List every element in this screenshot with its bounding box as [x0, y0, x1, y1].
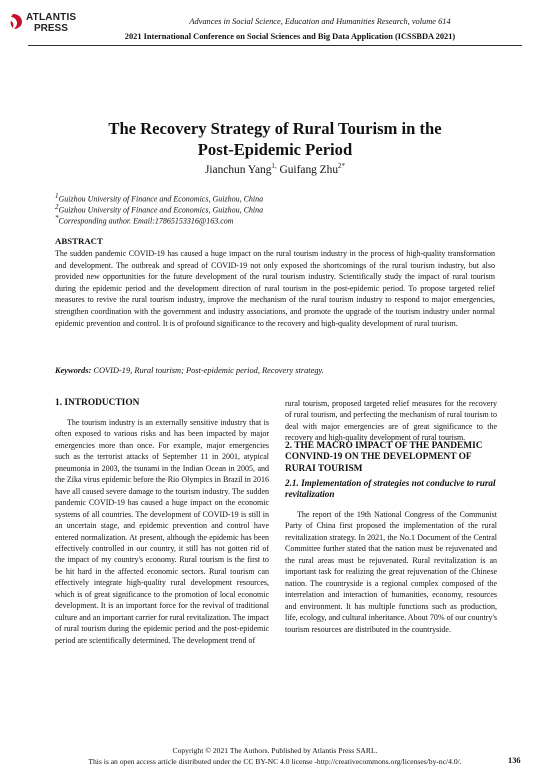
left-column — [55, 417, 269, 646]
conference-line: 2021 International Conference on Social Sciences and Big Data Application (ICSSBDA 2021) — [124, 32, 456, 41]
subsection-2-1-paragraph: The report of the 19th National Congress of the Communist Party of China first proposed the implementation of the rural revitalization strategy. In 2021, the No.1 Document of the Central Committee further stated that the nation must be rejuvenated and the rural areas must be rejuvenated. Rural revitalization is an important task for realizing the great rejuvenation of the Chinese nation. The countryside is a regional complex composed of the interrelation and interaction of humanities, economy, resources and environment. It has multiple functions such as production, life, ecology, and cultural inheritance. About 70% of our country's tourism resources are distributed in the countryside. — [285, 510, 497, 634]
atlantis-logo-icon — [10, 12, 24, 30]
corresponding-author — [55, 213, 234, 227]
abstract-heading: ABSTRACT — [55, 236, 103, 246]
section-1-paragraph: The tourism industry is an externally sensitive industry that is often exposed to various risks and has been impacted by major emergencies more than once. For example, major emergencies such as the terrorist attacks of September 11 in 2001, atypical pneumonia in 2003, the tsunami in the Indian Ocean in 2005, and the Zika virus epidemic before the Rio Olympics in Brazil in 2016 have all caused severe damage to the tourism industry. The sudden pandemic COVID-19 has caused a huge impact on the economic systems of all countries. The development of COVID-19 is still in an uncertain stage, and epidemic prevention and control have entered normalization. At present, although the epidemic has been effectively controlled in our country, it still has not gotten rid of the impact of my country's economy. Rural tourism is the first to be hit hard in the affected economic sectors. Rural tourism can effectively integrate high-quality rural development resources, which is of great significance to the promotion of local economic development. It is an important force for the revival of traditional culture and an important carrier for rural revitalization. The impact of rural tourism during the epidemic period and the post-epidemic period are scientifically determined. The development trend of — [55, 418, 269, 645]
page-number: 136 — [508, 756, 521, 765]
header-divider — [28, 45, 522, 46]
logo-wordmark-line2: PRESS — [34, 23, 68, 34]
title-line-1: The Recovery Strategy of Rural Tourism in the — [108, 119, 442, 138]
copyright-line: Copyright © 2021 The Authors. Published by Atlantis Press SARL. — [172, 746, 378, 755]
author-2: Guifang Zhu — [276, 163, 339, 176]
paper-title — [40, 118, 510, 160]
abstract-text: The sudden pandemic COVID-19 has caused a huge impact on the rural tourism industry in the process of high-quality transformation and development. The outbreak and spread of COVID-19 not only exposed the shortcomings of the rural tourism industry, but also provided new opportunities for the future development of the rural tourism industry. Scientifically study the impact of rural tourism during the epidemic period and the development direction of rural tourism in the post-epidemic period. To propose targeted relief measures to revive the rural tourism industry, improve the mechanism of the rural tourism industry to respond to major emergencies, strengthen coordination with the government and industry associations, and promote the upgrade of the tourism industry under normal epidemic prevention and control. It is of profound significance to the recovery and high-quality development of rural tourism. — [55, 249, 495, 328]
journal-line: Advances in Social Science, Education and Humanities Research, volume 614 — [189, 17, 451, 26]
subsection-2-1-heading: 2.1. Implementation of strategies not conducive to rural revitalization — [285, 478, 496, 500]
corresponding-mark: * — [55, 214, 59, 222]
section-1-continuation: rural tourism, proposed targeted relief measures for the recovery of rural tourism, and perfecting the mechanism of rural tourism to deal with major emergencies are of great significance to the recovery and high-quality development of rural tourism. — [285, 399, 497, 443]
author-1: Jianchun Yang — [204, 163, 272, 176]
publisher-logo — [10, 10, 77, 38]
affiliation-2-mark: 2 — [55, 203, 59, 211]
keywords-label: Keywords: — [55, 366, 92, 375]
affiliation-1-mark: 1 — [55, 192, 59, 200]
corresponding-text: Corresponding author. Email:17865153316@163.com — [58, 216, 234, 226]
keywords — [55, 366, 495, 375]
license-line: This is an open access article distributed under the CC BY-NC 4.0 license -http://creativecommons.org/licenses/by-nc/4.0/. — [88, 757, 462, 766]
logo-wordmark-line1: ATLANTIS — [26, 12, 77, 23]
section-1-heading: 1. INTRODUCTION — [55, 398, 140, 408]
section-2-heading: 2. THE MACRO IMPACT OF THE PANDEMIC CONVIND-19 ON THE DEVELOPMENT OF RURAI TOURISM — [285, 441, 483, 474]
affiliation-2-text: Guizhou University of Finance and Economics, Guizhou, China — [58, 205, 264, 215]
title-line-2: Post-Epidemic Period — [197, 140, 353, 159]
right-column — [285, 509, 497, 635]
author-line — [40, 162, 510, 176]
affiliation-1-text: Guizhou University of Finance and Economics, Guizhou, China — [58, 194, 264, 204]
keywords-text: COVID-19, Rural tourism; Post-epidemic period, Recovery strategy. — [91, 366, 324, 375]
author-1-affil-mark: 1, — [271, 162, 277, 170]
author-2-affil-mark: 2* — [338, 162, 346, 170]
